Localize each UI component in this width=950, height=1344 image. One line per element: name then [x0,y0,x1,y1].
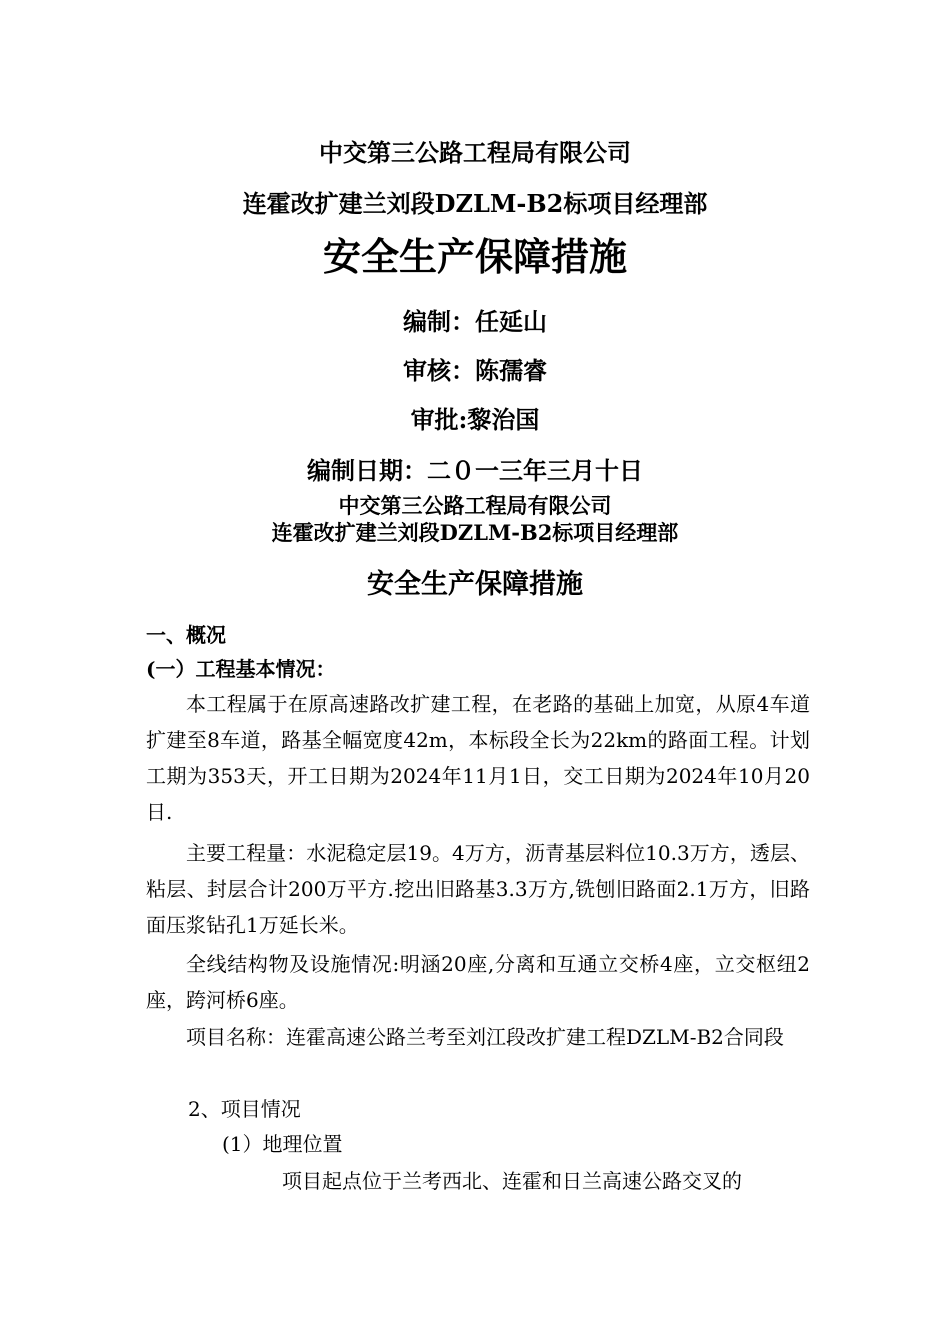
cover-compiler: 编制：任延山 [403,307,547,336]
cover-reviewer: 审核：陈孺睿 [403,356,547,385]
item-project-situation: 2、项目情况 [188,1097,301,1121]
paragraph-structures: 全线结构物及设施情况:明涵20座,分离和互通立交桥4座，立交枢纽2座，跨河桥6座。 [146,952,810,1012]
cover-company: 中交第三公路工程局有限公司 [319,138,631,167]
subsection-heading: (一）工程基本情况： [146,657,336,681]
cover-date: 编制日期：二０一三年三月十日 [307,456,643,485]
section-heading: 一、概况 [146,623,226,647]
header-company: 中交第三公路工程局有限公司 [338,493,612,518]
paragraph-quantities: 主要工程量：水泥稳定层19。4万方，沥青基层料位10.3万方，透层、粘层、封层合计200万平方.挖出旧路基3.3万方,铣刨旧路面2.1万方，旧路面压浆钻孔1万延长米。 [146,841,810,937]
paragraph-project-name: 项目名称：连霍高速公路兰考至刘江段改扩建工程DZLM-B2合同段 [186,1025,784,1049]
paragraph-location: 项目起点位于兰考西北、连霍和日兰高速公路交叉的 [282,1169,742,1193]
cover-title: 安全生产保障措施 [322,234,627,279]
cover-approver: 审批:黎治国 [410,405,540,434]
paragraph-overview: 本工程属于在原高速路改扩建工程，在老路的基础上加宽，从原4车道扩建至8车道，路基全幅宽度42m，本标段全长为22km的路面工程。计划工期为353天，开工日期为2024年11月1日，交工日期为2024年10月20日. [146,692,810,824]
header-title: 安全生产保障措施 [367,569,583,600]
header-department: 连霍改扩建兰刘段DZLM-B2标项目经理部 [271,520,679,545]
cover-department: 连霍改扩建兰刘段DZLM-B2标项目经理部 [242,189,708,218]
item-location: (1）地理位置 [222,1132,343,1156]
